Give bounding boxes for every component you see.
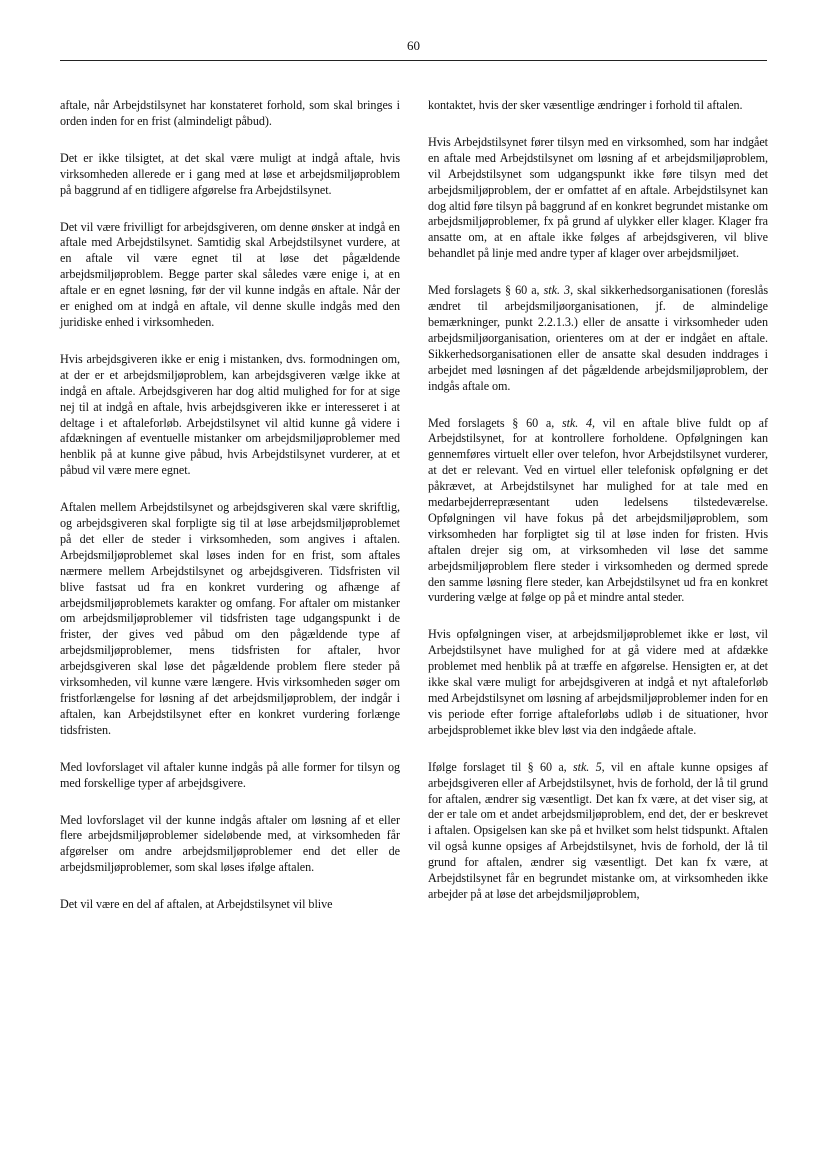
paragraph: Hvis arbejdsgiveren ikke er enig i mistanken, dvs. formodningen om, at der er et arbejdsmiljøproblem, kan arbejdsgiveren vælge ikke at indgå en aftale. Arbejdsgiveren har dog altid mulighed for for at sige nej til at indgå en aftale, hvis arbejdsgiveren ikke er interesseret i at deltage i et aftaleforløb. Arbejdstilsynet vil altid kunne gå videre i afdækningen af eventuelle mistanker om arbejdsmiljøproblemer med henblik på at kunne give påbud, hvis Arbejdstilsynet vurderer, at et påbud vil være mere egnet. (60, 351, 400, 478)
paragraph (428, 760, 768, 903)
paragraph: Med lovforslaget vil der kunne indgås aftaler om løsning af et eller flere arbejdsmiljøproblemer sideløbende med, at virksomheden får afgørelser om andre arbejdsmiljøproblemer end det eller de arbejdsmiljøproblemer, som skal løses ifølge aftalen. (60, 812, 400, 875)
right-column (428, 98, 768, 903)
text-run: Ifølge forslaget til § 60 a, (428, 759, 573, 774)
text-run: Med forslagets § 60 a, (428, 415, 562, 430)
text-run: Med forslagets § 60 a, (428, 283, 544, 298)
paragraph: Det vil være en del af aftalen, at Arbejdstilsynet vil blive (60, 897, 333, 912)
subsection-reference: stk. 3 (543, 283, 571, 298)
paragraph: Med lovforslaget vil aftaler kunne indgås på alle former for tilsyn og med forskellige typer af arbejdsgivere. (60, 759, 400, 790)
left-column (60, 98, 400, 913)
paragraph: Hvis Arbejdstilsynet fører tilsyn med en virksomhed, som har indgået en aftale med Arbejdstilsynet om løsning af et arbejdsmiljøproblem, vil Arbejdstilsynet som udgangspunkt ikke føre tilsyn med det arbejdsmiljøproblem, der er omfattet af en aftale. Arbejdstilsynet kan dog altid føre tilsyn på baggrund af en konkret begrundet mistanke om arbejdsmiljøproblemer, fx på grund af ulykker eller klager. Klager fra ansatte om, at en aftale ikke følges af arbejdsgiveren, vil blive behandlet på linje med andre typer af klager over arbejdsmiljøet. (428, 134, 768, 261)
paragraph: Det vil være frivilligt for arbejdsgiveren, om denne ønsker at indgå en aftale med Arbejdstilsynet. Samtidig skal Arbejdstilsynet vurdere, at en aftale vil være egnet til at løse det pågældende arbejdsmiljøproblem. Begge parter skal således være enige i, at en aftale er en egnet løsning, før der vil kunne indgås en aftale. Når der er enighed om at indgå en aftale, vil denne skulle indgås med den juridiske enhed i virksomheden. (60, 219, 400, 329)
text-run: , vil en aftale blive fuldt op af Arbejdstilsynet, for at kontrollere forholdene. Opfølgningen kan gennemføres virtuelt eller over telefon, hvor Arbejdstilsynet vurderer, at det er relevant. Ved en virtuel eller telefonisk opfølgning er det påkrævet, at Arbejdstilsynet har mulighed for at tale med en medarbejderrepræsentant uden ledelsens tilstedeværelse. Opfølgningen vil have fokus på det arbejdsmiljøproblem, som virksomheden har forpligtet sig til at løse inden for fristen. Hvis aftalen drejer sig om, at virksomheden vil løse det samme arbejdsmiljøproblem flere steder i virksomheden og dermed sprede den samme løsning flere steder, kan Arbejdstilsynet ud fra en konkret vurdering vælge at følge op på et mindre antal steder. (428, 415, 769, 605)
paragraph: aftale, når Arbejdstilsynet har konstateret forhold, som skal bringes i orden inden for en frist (almindeligt påbud). (60, 98, 400, 128)
paragraph: Aftalen mellem Arbejdstilsynet og arbejdsgiveren skal være skriftlig, og arbejdsgiveren skal forpligte sig til at løse arbejdsmiljøproblemet på det eller de steder i virksomheden, som angives i aftalen. Arbejdsmiljøproblemet skal løses inden for en frist, som aftales nærmere mellem Arbejdstilsynet og arbejdsgiveren. Tidsfristen vil blive fastsat ud fra en konkret vurdering og afhænge af arbejdsmiljøproblemets karakter og omfang. For aftaler om mistanker om arbejdsmiljøproblemer vil tidsfristen tage udgangspunkt i de frister, der gives ved påbud om den pågældende type af arbejdsmiljøproblemer, mens tidsfristen for aftaler, hvor arbejdsgiveren skal løse det pågældende problem flere steder på virksomheden, vil kunne være længere. Hvis virksomheden søger om fristforlængelse for løsning af det arbejdsmiljøproblem, der indgår i aftalen, kan Arbejdstilsynet efter en konkret vurdering forlænge tidsfristen. (60, 500, 400, 737)
header-rule (60, 60, 767, 61)
paragraph: kontaktet, hvis der sker væsentlige ændringer i forhold til aftalen. (428, 98, 743, 112)
subsection-reference: stk. 5 (572, 759, 602, 774)
text-run: , skal sikkerhedsorganisationen (foreslås ændret til arbejdsmiljøorganisationen, jf. de almindelige bemærkninger, punkt 2.2.1.3.) eller de ansatte i virksomheder uden arbejdsmiljøorganisation, orienteres om at der er indgået en aftale. Sikkerhedsorganisationen eller de ansatte skal desuden inddrages i arbejdet med løsningen af det pågældende arbejdsmiljøproblem, der indgås aftale om. (428, 283, 768, 393)
paragraph: Hvis opfølgningen viser, at arbejdsmiljøproblemet ikke er løst, vil Arbejdstilsynet have mulighed for at gå videre med at afdække problemet med henblik på at træffe en afgørelse. Hensigten er, at det ikke skal være muligt for arbejdsgiveren at indgå et nyt aftaleforløb med Arbejdstilsynet om løsning af arbejdsmiljøproblemer inden for en vis periode efter forrige aftaleforløbs udløb i de situationer, hvor arbejdsproblemet ikke blev løst via den indgåede aftale. (428, 627, 768, 737)
subsection-reference: stk. 4 (561, 415, 593, 430)
paragraph (428, 416, 768, 607)
text-run: , vil en aftale kunne opsiges af arbejdsgiveren eller af Arbejdstilsynet, hvis de forhold, der lå til grund for aftalen, ændrer sig væsentligt. Det kan fx være, at det viser sig, at der er tale om et andet arbejdsmiljøproblem, end det, der er beskrevet i aftalen. Opsigelsen kan ske på et hvilket som helst tidspunkt. Aftalen vil også kunne opsiges af Arbejdstilsynet, hvis de forhold, der lå til grund for aftalen, ændrer sig væsentligt. Det kan fx være, at Arbejdstilsynet får en begrundet mistanke om, at virksomheden ikke arbejder på at løse det arbejdsmiljøproblem, (428, 759, 769, 901)
page-number: 60 (407, 38, 420, 53)
paragraph: Det er ikke tilsigtet, at det skal være muligt at indgå aftale, hvis virksomheden allerede er i gang med at løse et arbejdsmiljøproblem på baggrund af en tidligere afgørelse fra Arbejdstilsynet. (60, 150, 400, 197)
paragraph (428, 283, 768, 394)
